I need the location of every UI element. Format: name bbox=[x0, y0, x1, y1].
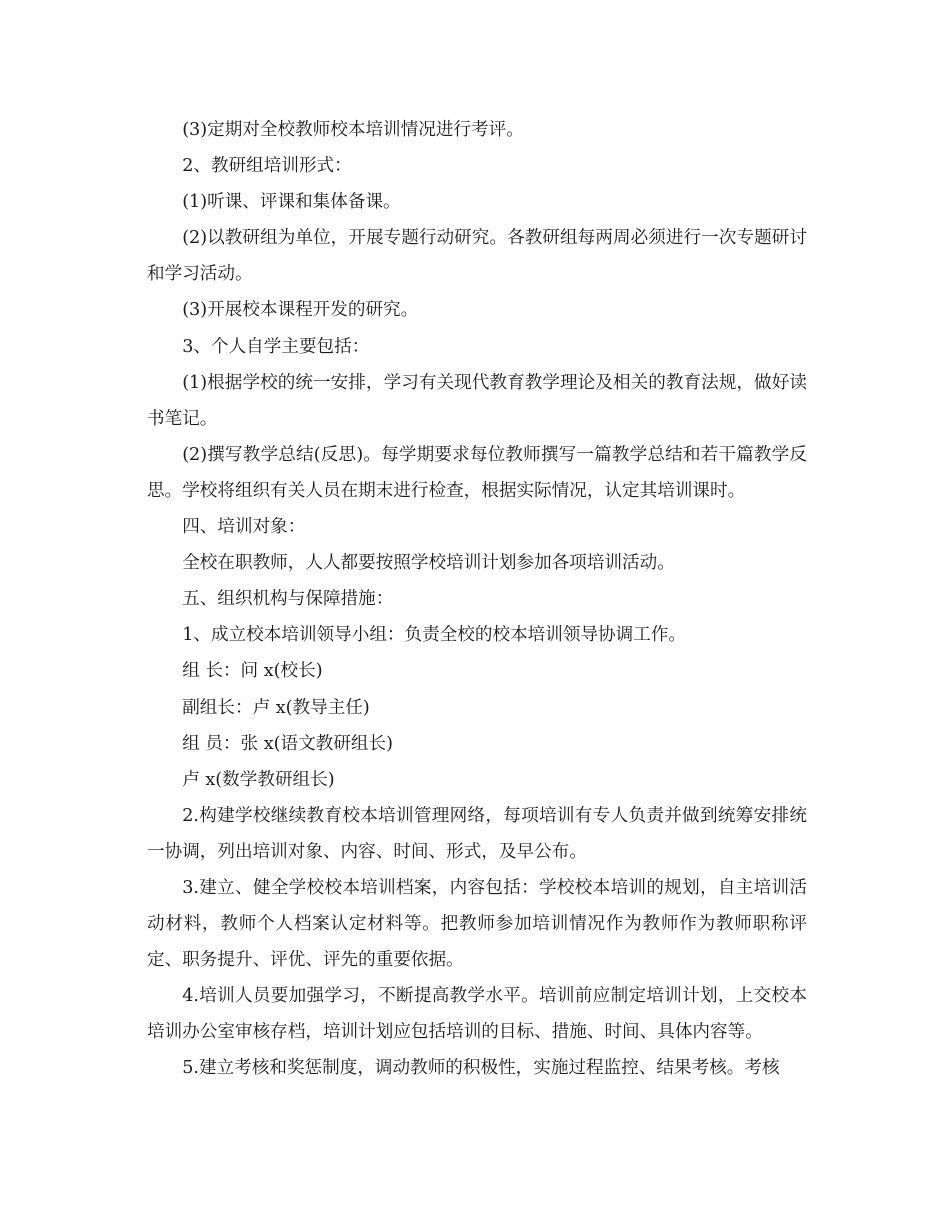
paragraph-7: (1)根据学校的统一安排，学习有关现代教育教学理论及相关的教育法规，做好读书笔记。 bbox=[147, 372, 807, 429]
document-body bbox=[147, 112, 807, 1087]
paragraph-20: 5.建立考核和奖惩制度，调动教师的积极性，实施过程监控、结果考核。考核 bbox=[182, 1058, 780, 1079]
paragraph-6: 3、个人自学主要包括： bbox=[182, 336, 370, 357]
paragraph-5: (3)开展校本课程开发的研究。 bbox=[182, 300, 419, 321]
paragraph-19: 4.培训人员要加强学习，不断提高教学水平。培训前应制定培训计划，上交校本培训办公室审核存档，培训计划应包括培训的目标、措施、时间、具体内容等。 bbox=[147, 986, 807, 1043]
paragraph-2: 2、教研组培训形式： bbox=[182, 156, 352, 177]
paragraph-11: 五、组织机构与保障措施： bbox=[182, 589, 394, 610]
paragraph-15: 组 员：张 x(语文教研组长) bbox=[182, 733, 393, 754]
paragraph-17: 2.构建学校继续教育校本培训管理网络，每项培训有专人负责并做到统筹安排统一协调，列出培训对象、内容、时间、形式，及早公布。 bbox=[147, 805, 807, 862]
paragraph-1: (3)定期对全校教师校本培训情况进行考评。 bbox=[182, 120, 524, 140]
paragraph-4: (2)以教研组为单位，开展专题行动研究。各教研组每两周必须进行一次专题研讨和学习活动。 bbox=[147, 228, 807, 285]
paragraph-8: (2)撰写教学总结(反思)。每学期要求每位教师撰写一篇教学总结和若干篇教学反思。学校将组织有关人员在期末进行检查，根据实际情况，认定其培训课时。 bbox=[147, 444, 807, 501]
paragraph-13: 组 长：问 x(校长) bbox=[182, 661, 323, 682]
paragraph-14: 副组长：卢 x(教导主任) bbox=[182, 697, 370, 718]
paragraph-10: 全校在职教师，人人都要按照学校培训计划参加各项培训活动。 bbox=[182, 553, 675, 574]
paragraph-3: (1)听课、评课和集体备课。 bbox=[182, 192, 401, 213]
paragraph-16: 卢 x(数学教研组长) bbox=[182, 769, 335, 790]
paragraph-18: 3.建立、健全学校校本培训档案，内容包括：学校校本培训的规划，自主培训活动材料，教师个人档案认定材料等。把教师参加培训情况作为教师作为教师职称评定、职务提升、评优、评先的重要依据。 bbox=[147, 877, 807, 971]
paragraph-12: 1、成立校本培训领导小组：负责全校的校本培训领导协调工作。 bbox=[182, 625, 687, 646]
paragraph-9: 四、培训对象： bbox=[182, 517, 306, 538]
